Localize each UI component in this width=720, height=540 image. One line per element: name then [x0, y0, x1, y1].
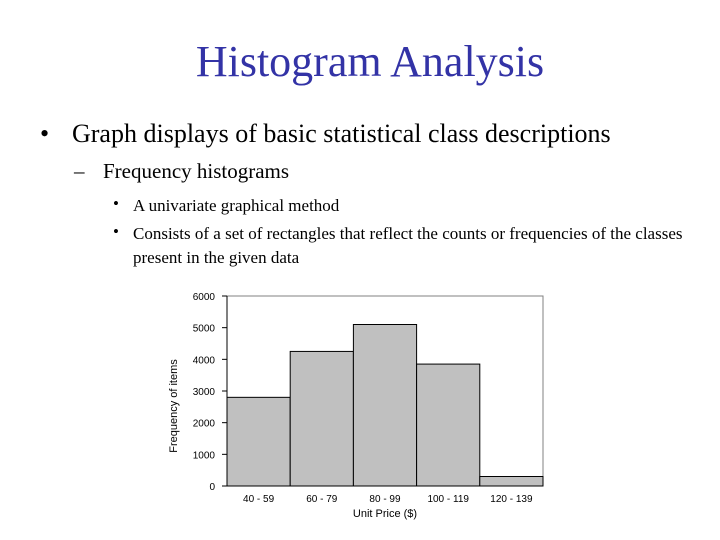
bars — [227, 325, 543, 487]
bar — [480, 477, 543, 487]
y-tick-label: 1000 — [192, 450, 215, 462]
x-axis — [227, 486, 543, 505]
y-tick-label: 2000 — [192, 418, 215, 430]
y-axis-label: Frequency of items — [168, 359, 180, 453]
x-axis-label: Unit Price ($) — [352, 508, 418, 520]
bar — [417, 364, 480, 486]
bullet-text: Graph displays of basic statistical class descriptions — [72, 119, 611, 148]
bullet-text: Consists of a set of rectangles that reflect the counts or frequencies of the classes present in the given data — [133, 224, 683, 267]
x-tick-label: 40 - 59 — [243, 494, 275, 505]
bar — [227, 397, 290, 486]
bullet-marker: • — [40, 119, 50, 148]
bullet-text: A univariate graphical method — [133, 196, 340, 215]
y-tick-label: 0 — [209, 482, 215, 493]
x-tick-label: 80 - 99 — [369, 494, 401, 505]
slide-title: Histogram Analysis — [195, 37, 545, 86]
x-tick-label: 100 - 119 — [427, 494, 469, 505]
bar — [353, 325, 416, 487]
bar — [290, 351, 353, 486]
histogram-chart — [160, 288, 560, 528]
bullet-marker: • — [113, 194, 119, 213]
y-tick-label: 5000 — [192, 323, 215, 335]
y-tick-label: 4000 — [192, 355, 215, 367]
y-tick-label: 6000 — [192, 292, 215, 303]
x-tick-label: 60 - 79 — [306, 494, 338, 505]
y-tick-label: 3000 — [192, 387, 215, 398]
bullet-marker: • — [113, 222, 119, 241]
dash-marker: – — [74, 159, 85, 183]
bullet-text: Frequency histograms — [103, 159, 290, 183]
x-tick-label: 120 - 139 — [490, 494, 533, 505]
